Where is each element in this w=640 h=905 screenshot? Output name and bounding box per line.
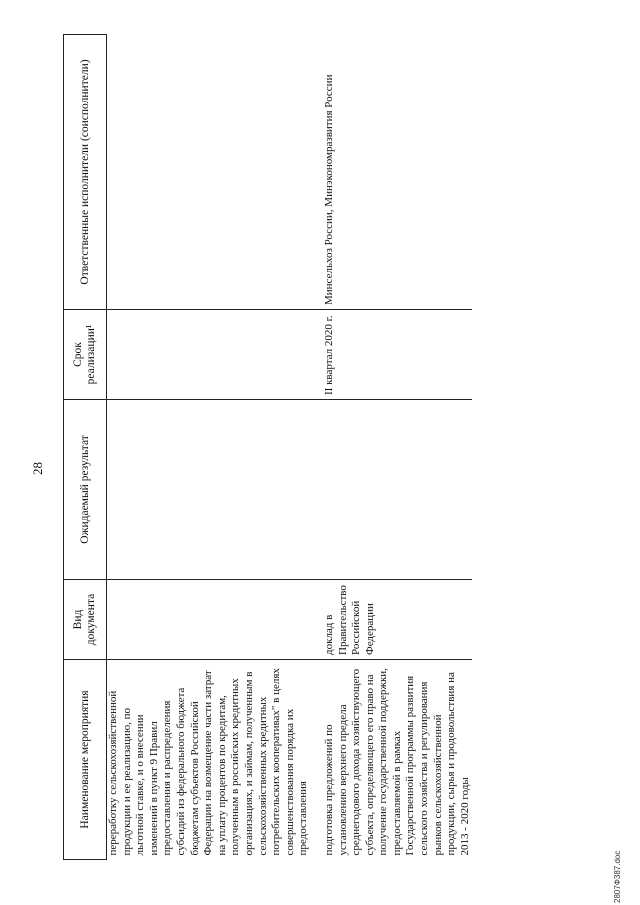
- cell-expected-result: [107, 400, 311, 580]
- cell-measure-name: переработку сельскохозяйственной продукции и ее реализацию, по льготной ставке, и о внесении изменений в пункт 9 Правил предоставления и распределения субсидий из федерального бюджета бюджетам субъектов Российской Федерации на возмещение части затрат на уплату процентов по кредитам, полученным в российских кредитных организациях, и займам, полученным в сельскохозяйственных кредитных потребительских кооперативах" в целях совершенствования порядка их предоставления: [107, 668, 310, 856]
- cell-document-type: доклад в Правительство Российской Федерации: [311, 580, 473, 660]
- cell-deadline: [107, 310, 311, 400]
- page-number: 28: [30, 462, 45, 475]
- header-document-type: Вид документа: [64, 580, 107, 660]
- document-file-id: 2807Ф387.doc: [613, 850, 622, 903]
- measures-table: [63, 34, 472, 860]
- header-deadline: Срок реализации¹: [64, 310, 107, 400]
- table-row: [107, 35, 311, 860]
- table-row: [311, 35, 473, 860]
- table-header-row: [64, 35, 107, 860]
- cell-responsible: [107, 35, 311, 310]
- cell-deadline: II квартал 2020 г.: [311, 310, 473, 400]
- cell-expected-result: [311, 400, 473, 580]
- cell-document-type: [107, 580, 311, 660]
- cell-measure-name: подготовка предложений по установлению верхнего предела среднегодового дохода хозяйствующего субъекта, определяющего его право на получение государственной поддержки, предоставляемой в рамках Государственной программы развития сельского хозяйства и регулирования рынков сельскохозяйственной продукции, сырья и продовольствия на 2013 - 2020 годы: [322, 668, 471, 856]
- header-measure-name: Наименование мероприятия: [64, 660, 107, 860]
- cell-responsible: Минсельхоз России, Минэкономразвития России: [311, 35, 473, 310]
- header-responsible: Ответственные исполнители (соисполнители): [64, 35, 107, 310]
- header-expected-result: Ожидаемый результат: [64, 400, 107, 580]
